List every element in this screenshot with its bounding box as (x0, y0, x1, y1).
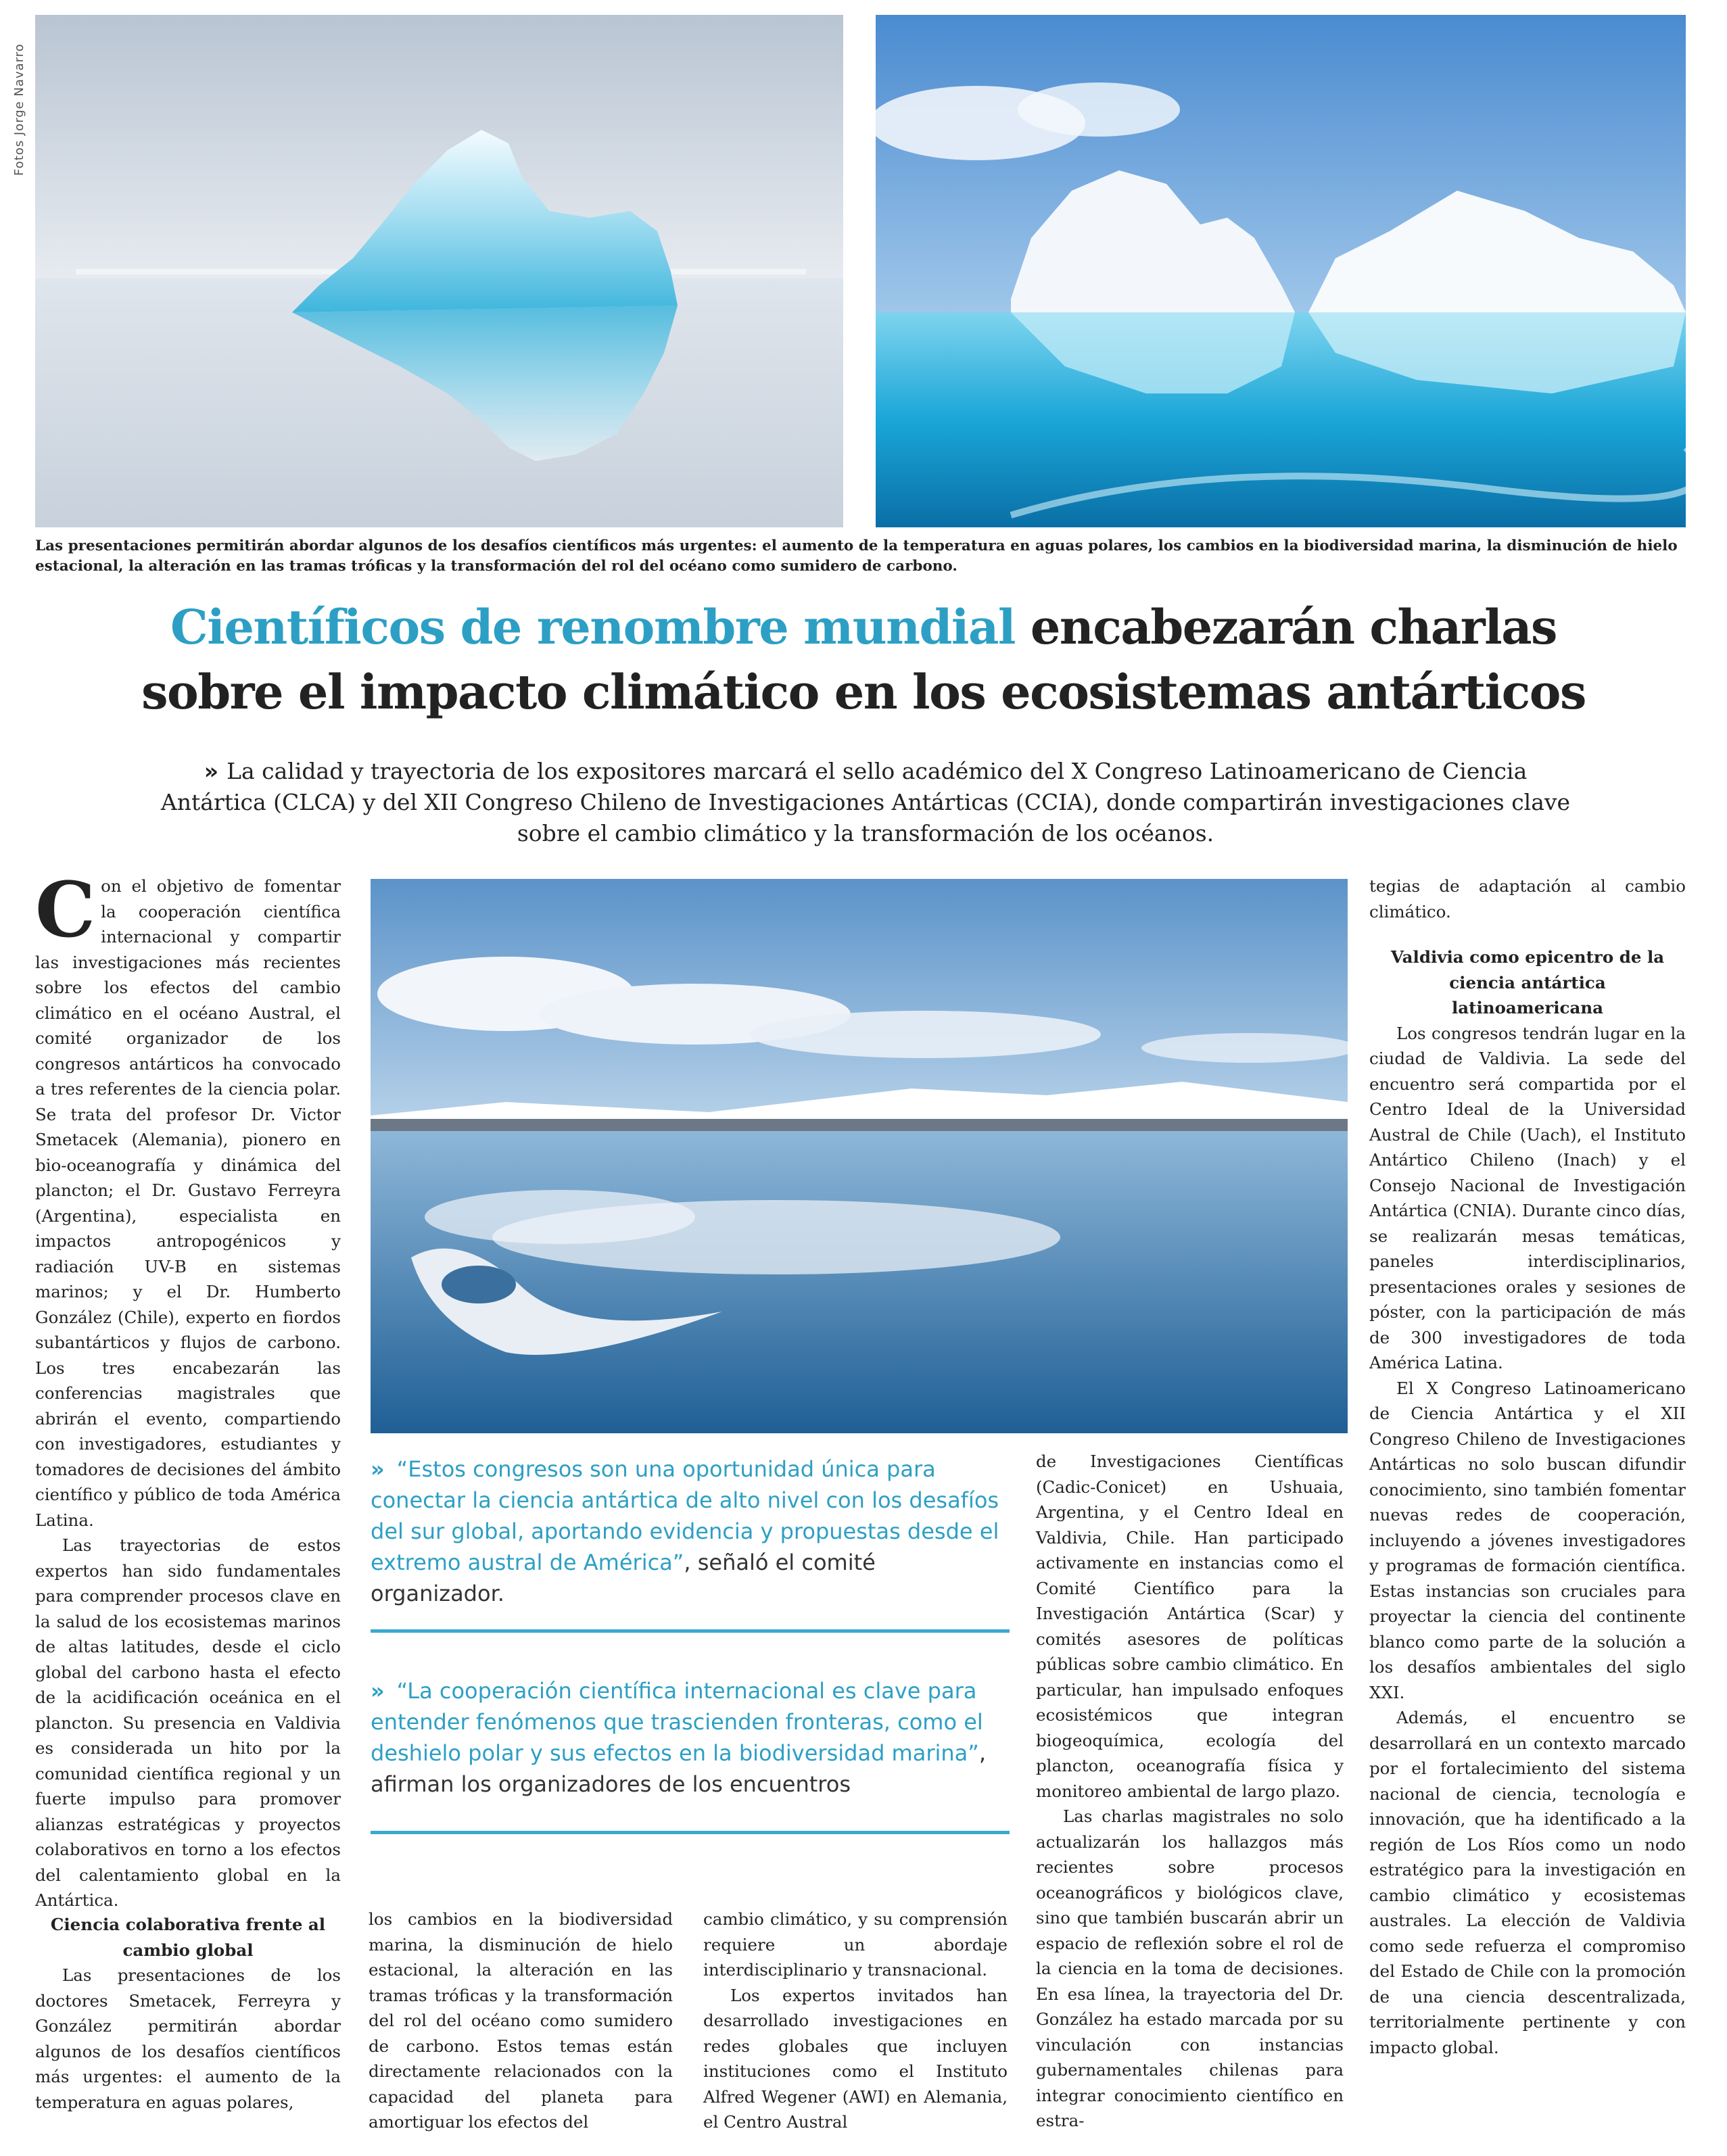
photo-credit: Fotos Jorge Navarro (12, 43, 26, 176)
headline-accent: Científicos de renombre mundial (170, 599, 1015, 655)
quote-divider (371, 1831, 1010, 1834)
paragraph: Las charlas magistrales no solo actualizarán los hallazgos más recientes sobre procesos oceanográficos y biológicos clave, sino que también buscarán abrir un espacio de reflexión sobre el rol de la ciencia en la toma de decisiones. En esa línea, la trayectoria del Dr. González ha estado marcada por su vinculación con instancias gubernamentales chilenas para integrar conocimiento científico en estra- (1036, 1806, 1344, 2130)
quote-divider (371, 1629, 1010, 1633)
subheading-ciencia-colaborativa: Ciencia colaborativa frente al cambio global (50, 1915, 326, 1960)
iceberg-image (35, 15, 843, 527)
column-3-bottom (703, 1907, 1008, 2135)
paragraph: Las presentaciones de los doctores Smetacek, Ferreyra y González permitirán abordar algunos de los desafíos científicos más urgentes: el aumento de la temperatura en aguas polares, (35, 1965, 341, 2112)
column-4 (1036, 1449, 1344, 2134)
quote-attribution: , afirman los organizadores de los encuentros (371, 1740, 987, 1797)
column-5 (1369, 873, 1686, 2060)
pull-quote-1 (371, 1454, 999, 1609)
paragraph: Los expertos invitados han desarrollado investigaciones en redes globales que incluyen instituciones como el Instituto Alfred Wegener (AWI) en Alemania, el Centro Austral (703, 1985, 1008, 2132)
lead-text: La calidad y trayectoria de los expositores marcará el sello académico del X Congreso Latinoamericano de Ciencia Antártica (CLCA) y del XII Congreso Chileno de Investigaciones Antárticas (CCIA), donde compartirán investigaciones clave sobre el cambio climático y la transformación de los océanos. (160, 758, 1571, 846)
column-2-bottom (369, 1907, 673, 2135)
photo-antarctic-landscape (371, 879, 1348, 1433)
headline-rest: encabezarán charlas (1014, 599, 1557, 655)
paragraph: on el objetivo de fomentar la cooperación científica internacional y compartir las investigaciones más recientes sobre los efectos del cambio climático en el océano Austral, el comité organizador de los congresos antárticos ha convocado a tres referentes de la ciencia polar. Se trata del profesor Dr. Victor Smetacek (Alemania), pionero en bio-oceanografía y dinámica del plancton; el Dr. Gustavo Ferreyra (Argentina), especialista en impactos antropogénicos y radiación UV-B en sistemas marinos; y el Dr. Humberto González (Chile), experto en fiordos subantárticos y flujos de carbono. Los tres encabezarán las conferencias magistrales que abrirán el evento, compartiendo con investigadores, estudiantes y tomadores de decisiones del ámbito científico y público de toda América Latina. (35, 876, 341, 1530)
column-1 (35, 866, 341, 1913)
quote-text: “La cooperación científica internacional es clave para entender fenómenos que trascienden fronteras, como el deshielo polar y sus efectos en la biodiversidad marina” (371, 1678, 983, 1766)
column-1-bottom (35, 1912, 341, 2115)
pull-quote-2 (371, 1675, 1013, 1800)
landscape-image (371, 879, 1348, 1433)
paragraph: cambio climático, y su comprensión requiere un abordaje interdisciplinario y transnacional. (703, 1909, 1008, 1980)
drop-cap: C (35, 866, 96, 955)
headline-line2: sobre el impacto climático en los ecosistemas antárticos (141, 664, 1586, 720)
icebergs-image (876, 15, 1686, 527)
paragraph: Las trayectorias de estos expertos han sido fundamentales para comprender procesos clave en la salud de los ecosistemas marinos de altas latitudes, desde el ciclo global del carbono hasta el efecto de la acidificación oceánica en el plancton. Su presencia en Valdivia es considerada un hito por la comunidad científica regional y un fuerte impulso para promover alianzas estratégicas y proyectos colaborativos en torno a los efectos del calentamiento global en la Antártica. (35, 1535, 341, 1910)
paragraph: El X Congreso Latinoamericano de Ciencia Antártica y el XII Congreso Chileno de Investigaciones Antárticas no solo buscan difundir conocimiento, sino también fomentar nuevas redes de cooperación, incluyendo a jóvenes investigadores y programas de formación científica. Estas instancias son cruciales para proyectar la ciencia del continente blanco como parte de la solución a los desafíos ambientales del siglo XXI. (1369, 1378, 1686, 1702)
photo-caption: Las presentaciones permitirán abordar algunos de los desafíos científicos más urgentes: el aumento de la temperatura en aguas polares, los cambios en la biodiversidad marina, la disminución de hielo estacional, la alteración en las tramas tróficas y la transformación del rol del océano como sumidero de carbono. (35, 537, 1678, 575)
lead-paragraph (156, 756, 1576, 849)
quote-text: “Estos congresos son una oportunidad única para conectar la ciencia antártica de alto nivel con los desafíos del sur global, aportando evidencia y propuestas desde el extremo austral de América” (371, 1456, 999, 1575)
photo-icebergs-blue-water (876, 15, 1686, 527)
double-chevron-icon: » (371, 1678, 385, 1704)
quote-attribution: , señaló el comité organizador. (371, 1550, 876, 1606)
photo-iceberg-reflection (35, 15, 843, 527)
paragraph: los cambios en la biodiversidad marina, la disminución de hielo estacional, la alteración en las tramas tróficas y la transformación del rol del océano como sumidero de carbono. Estos temas están directamente relacionados con la capacidad del planeta para amortiguar los efectos del (369, 1909, 673, 2132)
paragraph: de Investigaciones Científicas (Cadic-Conicet) en Ushuaia, Argentina, y el Centro Ideal en Valdivia, Chile. Han participado activamente en instancias como el Comité Científico para la Investigación Antártica (Scar) y comités asesores de políticas públicas sobre cambio climático. En particular, han impulsado enfoques ecosistémicos que integran biogeoquímica, ecología del plancton, oceanografía física y monitoreo ambiental de largo plazo. (1036, 1452, 1344, 1801)
headline (41, 595, 1686, 725)
paragraph: Los congresos tendrán lugar en la ciudad de Valdivia. La sede del encuentro será compartida por el Centro Ideal de la Universidad Austral de Chile (Uach), el Instituto Antártico Chileno (Inach) y el Consejo Nacional de Investigación Antártica (CNIA). Durante cinco días, se realizarán mesas temáticas, paneles interdisciplinarios, presentaciones orales y sesiones de póster, con la participación de más de 300 investigadores de toda América Latina. (1369, 1023, 1686, 1372)
double-chevron-icon: » (204, 758, 219, 784)
double-chevron-icon: » (371, 1456, 385, 1482)
subheading-valdivia: Valdivia como epicentro de la ciencia antártica latinoamericana (1390, 947, 1665, 1017)
paragraph: tegias de adaptación al cambio climático. (1369, 876, 1686, 921)
paragraph: Además, el encuentro se desarrollará en un contexto marcado por el fortalecimiento del sistema nacional de ciencia, tecnología e innovación, que ha identificado a la región de Los Ríos como un nodo estratégico para la investigación en cambio climático y ecosistemas australes. La elección de Valdivia como sede refuerza el compromiso del Estado de Chile con la promoción de una ciencia descentralizada, territorialmente pertinente y con impacto global. (1369, 1708, 1686, 2057)
